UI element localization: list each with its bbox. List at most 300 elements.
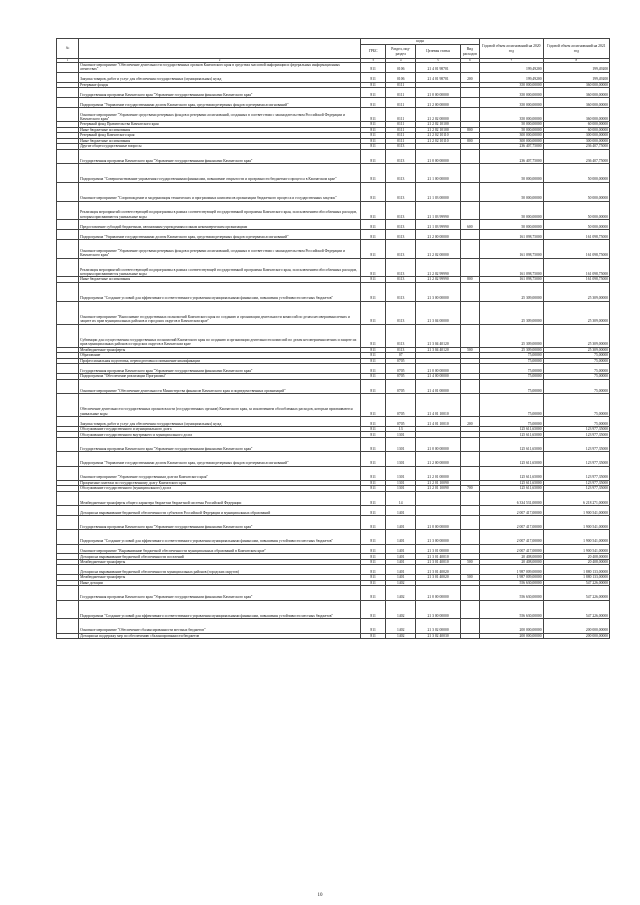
table-row [57, 619, 610, 633]
grbs-cell: 811 [361, 426, 386, 432]
expense-type-cell [460, 437, 479, 451]
amount-2020-cell: 161 098,75000 [480, 230, 544, 240]
expense-type-cell [460, 301, 479, 324]
grbs-cell: 811 [361, 108, 386, 122]
expense-type-cell [460, 240, 479, 259]
grbs-cell: 811 [361, 122, 386, 128]
table-row [57, 491, 610, 505]
col-num-8: 8 [543, 59, 609, 63]
num-cell [57, 220, 79, 230]
target-cell: 21 2 02 10110 [416, 133, 460, 139]
grbs-cell: 811 [361, 88, 386, 98]
target-cell: 21 3 01 40020 [416, 565, 460, 575]
num-cell [57, 600, 79, 619]
table-row [57, 452, 610, 466]
name-cell: Государственная программа Камчатского края "Управление государственными финансами Камчатского края" [79, 364, 361, 374]
amount-2021-cell: 360 000,00000 [543, 108, 609, 122]
amount-2021-cell: 75,00000 [543, 374, 609, 380]
target-cell: 21 1 00 00000 [416, 164, 460, 183]
col-num-4: 4 [386, 59, 416, 63]
amount-2021-cell: 360 000,00000 [543, 88, 609, 98]
col-num-6: 6 [460, 59, 479, 63]
razdel-cell: 1401 [386, 575, 416, 581]
name-cell: Основное мероприятие "Выполнение государственных полномочий Камчатского края по созданию и организации деятельности комиссий по делам несовершеннолетних и защите их прав муниципальных районов и городских округов в Камчатском крае" [79, 301, 361, 324]
razdel-cell: 0113 [386, 220, 416, 230]
amount-2021-cell: 25 309,00000 [543, 347, 609, 353]
amount-2020-cell: 2 007 417,00000 [480, 544, 544, 554]
grbs-cell: 811 [361, 619, 386, 633]
razdel-cell: 0705 [386, 358, 416, 364]
razdel-cell: 1301 [386, 432, 416, 438]
table-row [57, 565, 610, 575]
target-cell: 21 3 00 00000 [416, 600, 460, 619]
grbs-cell: 811 [361, 201, 386, 220]
expense-type-cell [460, 230, 479, 240]
amount-2020-cell: 125 611,65000 [480, 452, 544, 466]
target-cell: 21 2 01 10090 [416, 480, 460, 486]
amount-2021-cell: 75,00000 [543, 358, 609, 364]
grbs-cell: 811 [361, 575, 386, 581]
name-cell: Основное мероприятие "Обеспечение деятельности государственных органов Камчатского края в средствах массовой информации и федеральных информационных агентствах" [79, 63, 361, 73]
expense-type-cell [460, 98, 479, 108]
target-cell: 21 0 00 00000 [416, 364, 460, 374]
grbs-cell: 811 [361, 277, 386, 283]
target-cell: 21 2 00 00000 [416, 452, 460, 466]
amount-2020-cell: 125 611,65000 [480, 486, 544, 492]
razdel-cell: 1301 [386, 486, 416, 492]
razdel-cell: 0113 [386, 282, 416, 301]
amount-2021-cell: 75,00000 [543, 417, 609, 427]
num-cell [57, 619, 79, 633]
amount-2021-cell: 75,00000 [543, 364, 609, 374]
razdel-cell: 1301 [386, 437, 416, 451]
num-cell [57, 258, 79, 277]
target-cell: 21 3 00 00000 [416, 282, 460, 301]
grbs-cell: 811 [361, 353, 386, 359]
amount-2020-cell: 25 309,00000 [480, 301, 544, 324]
amount-2021-cell: 20 408,00000 [543, 554, 609, 560]
target-cell: 21 2 01 00000 [416, 466, 460, 480]
expense-type-cell [460, 530, 479, 544]
razdel-cell: 1402 [386, 633, 416, 639]
target-cell: 21 3 04 40120 [416, 347, 460, 353]
amount-2021-cell: 547 226,00000 [543, 586, 609, 600]
grbs-cell: 811 [361, 82, 386, 88]
target-cell: 21 2 02 00000 [416, 240, 460, 259]
name-cell: Межбюджетные трансферты [79, 347, 361, 353]
amount-2021-cell: 50 000,00000 [543, 182, 609, 201]
amount-2021-cell: 123 977,35000 [543, 437, 609, 451]
name-cell: Образование [79, 353, 361, 359]
name-cell: Основное мероприятие "Обеспечение сбалансированности местных бюджетов" [79, 619, 361, 633]
name-cell: Обслуживание государственного и муниципального долга [79, 426, 361, 432]
table-row [57, 364, 610, 374]
amount-2020-cell: 75,00000 [480, 393, 544, 416]
name-cell: Основное мероприятие "Обеспечение деятельности Министерства финансов Камчатского края и подведомственных организаций" [79, 379, 361, 393]
name-cell: Закупка товаров, работ и услуг для обеспечения государственных (муниципальных) нужд [79, 72, 361, 82]
grbs-cell: 811 [361, 282, 386, 301]
target-cell: 21 3 04 00000 [416, 301, 460, 324]
table-row [57, 600, 610, 619]
target-cell: 21 2 00 00000 [416, 98, 460, 108]
target-cell: 21 0 00 00000 [416, 437, 460, 451]
target-cell: 21 0 00 00000 [416, 149, 460, 163]
razdel-cell: 1401 [386, 516, 416, 530]
grbs-cell: 811 [361, 138, 386, 144]
razdel-cell: 0113 [386, 277, 416, 283]
razdel-cell: 0106 [386, 72, 416, 82]
table-row [57, 230, 610, 240]
amount-2021-cell: 123 977,35000 [543, 480, 609, 486]
razdel-cell: 0111 [386, 88, 416, 98]
expense-type-cell: 800 [460, 277, 479, 283]
target-cell: 21 3 01 00000 [416, 544, 460, 554]
expense-type-cell [460, 182, 479, 201]
table-row [57, 379, 610, 393]
name-cell: Подпрограмма "Управление государственными долгом Камчатского края, средствами резервных фондов и резервами ассигнований" [79, 230, 361, 240]
num-cell [57, 466, 79, 480]
grbs-cell: 811 [361, 600, 386, 619]
amount-2021-cell: 123 977,35000 [543, 432, 609, 438]
grbs-cell: 811 [361, 374, 386, 380]
amount-2020-cell: 2 007 417,00000 [480, 530, 544, 544]
razdel-cell: 0111 [386, 133, 416, 139]
amount-2020-cell: 556 630,00000 [480, 600, 544, 619]
name-cell: Резервный фонд Камчатского края [79, 133, 361, 139]
razdel-cell: 0113 [386, 347, 416, 353]
grbs-cell: 811 [361, 491, 386, 505]
expense-type-cell [460, 393, 479, 416]
grbs-cell: 811 [361, 98, 386, 108]
razdel-cell: 0113 [386, 230, 416, 240]
razdel-cell: 0113 [386, 258, 416, 277]
amount-2020-cell: 75,00000 [480, 379, 544, 393]
name-cell: Дотации на выравнивание бюджетной обеспеченности субъектов Российской Федерации и муниципальных образований [79, 506, 361, 516]
num-cell [57, 182, 79, 201]
amount-2020-cell: 75,00000 [480, 358, 544, 364]
amount-2021-cell: 50 000,00000 [543, 201, 609, 220]
table-row [57, 149, 610, 163]
name-cell: Предоставление субсидий бюджетным, автономным учреждениям и иным некоммерческим организациям [79, 220, 361, 230]
target-cell: 21 4 00 00000 [416, 374, 460, 380]
col-num-1: 1 [57, 59, 79, 63]
name-cell: Реализация мероприятий соответствующей подпрограммы в рамках соответствующей государственной программы Камчатского края, за исключением обособленных расходов, которым присваиваются уникальные коды [79, 258, 361, 277]
grbs-cell: 811 [361, 133, 386, 139]
num-cell [57, 72, 79, 82]
amount-2021-cell: 123 977,35000 [543, 486, 609, 492]
amount-2020-cell: 125 611,65000 [480, 426, 544, 432]
table-row [57, 393, 610, 416]
grbs-cell: 811 [361, 452, 386, 466]
target-cell: 21 1 03 00000 [416, 182, 460, 201]
budget-table-sheet [56, 38, 610, 639]
razdel-cell: 0705 [386, 379, 416, 393]
amount-2021-cell: 25 309,00000 [543, 282, 609, 301]
name-cell: Подпрограмма "Создание условий для эффективного и ответственного управления муниципальными финансами, повышения устойчивости местных бюджетов" [79, 282, 361, 301]
grbs-cell: 811 [361, 144, 386, 150]
num-cell [57, 201, 79, 220]
amount-2021-cell: 60 000,00000 [543, 122, 609, 128]
amount-2021-cell: 199,49200 [543, 72, 609, 82]
num-cell [57, 633, 79, 639]
razdel-cell: 0113 [386, 240, 416, 259]
num-cell [57, 364, 79, 374]
expense-type-cell [460, 63, 479, 73]
grbs-cell: 811 [361, 554, 386, 560]
col-num-2: 2 [79, 59, 361, 63]
num-cell [57, 301, 79, 324]
amount-2020-cell: 75,00000 [480, 417, 544, 427]
grbs-cell: 811 [361, 258, 386, 277]
grbs-cell: 811 [361, 480, 386, 486]
amount-2021-cell: 161 098,75000 [543, 277, 609, 283]
table-row [57, 516, 610, 530]
expense-type-cell [460, 565, 479, 575]
table-row [57, 88, 610, 98]
num-cell [57, 240, 79, 259]
header-razdel: Раздел, под-раздел [386, 45, 416, 59]
table-row [57, 220, 610, 230]
amount-2021-cell: 236 407,75000 [543, 144, 609, 150]
target-cell [416, 491, 460, 505]
num-cell [57, 282, 79, 301]
amount-2021-cell: 547 226,00000 [543, 600, 609, 619]
name-cell: Межбюджетные трансферты [79, 559, 361, 565]
target-cell: 21 4 01 98701 [416, 72, 460, 82]
razdel-cell: 1402 [386, 586, 416, 600]
expense-type-cell [460, 452, 479, 466]
amount-2021-cell: 199,49200 [543, 63, 609, 73]
name-cell: Иные бюджетные ассигнования [79, 127, 361, 133]
razdel-cell: 1402 [386, 600, 416, 619]
num-cell [57, 506, 79, 516]
grbs-cell: 811 [361, 364, 386, 374]
budget-table-body [57, 63, 610, 639]
expense-type-cell [460, 282, 479, 301]
amount-2021-cell: 6 218 271,00000 [543, 491, 609, 505]
name-cell: Основное мероприятие "Управление средствами резервных фондов и резервами ассигнований, созданных в соответствии с законодательством Российской Федерации и Камчатского края" [79, 240, 361, 259]
num-cell [57, 586, 79, 600]
expense-type-cell [460, 149, 479, 163]
amount-2021-cell: 1 900 541,00000 [543, 530, 609, 544]
num-cell [57, 230, 79, 240]
amount-2021-cell: 300 000,00000 [543, 138, 609, 144]
amount-2021-cell: 123 977,35000 [543, 466, 609, 480]
target-cell: 21 3 02 00000 [416, 619, 460, 633]
header-expense-type: Вид расходов [460, 45, 479, 59]
num-cell [57, 544, 79, 554]
budget-table [56, 38, 610, 639]
amount-2020-cell: 300 000,00000 [480, 133, 544, 139]
grbs-cell: 811 [361, 127, 386, 133]
amount-2020-cell: 50 000,00000 [480, 127, 544, 133]
amount-2021-cell: 20 408,00000 [543, 559, 609, 565]
grbs-cell: 811 [361, 580, 386, 586]
target-cell: 21 3 01 40020 [416, 575, 460, 581]
name-cell: Основное мероприятие "Управление государственным долгом Камчатского края" [79, 466, 361, 480]
amount-2020-cell: 75,00000 [480, 364, 544, 374]
amount-2021-cell: 1 900 541,00000 [543, 506, 609, 516]
amount-2021-cell: 25 309,00000 [543, 324, 609, 347]
razdel-cell: 1401 [386, 565, 416, 575]
grbs-cell: 811 [361, 164, 386, 183]
target-cell: 21 2 02 10110 [416, 138, 460, 144]
grbs-cell: 811 [361, 559, 386, 565]
name-cell: Государственная программа Камчатского края "Управление государственными финансами Камчатского края" [79, 88, 361, 98]
table-row [57, 282, 610, 301]
name-cell: Иные дотации [79, 580, 361, 586]
name-cell: Межбюджетные трансферты [79, 575, 361, 581]
amount-2021-cell: 75,00000 [543, 353, 609, 359]
amount-2021-cell: 547 226,00000 [543, 580, 609, 586]
amount-2021-cell: 123 977,35000 [543, 452, 609, 466]
amount-2020-cell: 125 611,65000 [480, 432, 544, 438]
num-cell [57, 452, 79, 466]
name-cell: Основное мероприятие "Сопровождение и модернизация технических и программных комплексов организации бюджетного процесса и государственных закупок" [79, 182, 361, 201]
expense-type-cell [460, 586, 479, 600]
expense-type-cell [460, 619, 479, 633]
grbs-cell: 811 [361, 633, 386, 639]
grbs-cell: 811 [361, 486, 386, 492]
expense-type-cell: 700 [460, 486, 479, 492]
grbs-cell: 811 [361, 301, 386, 324]
amount-2020-cell: 2 007 417,00000 [480, 516, 544, 530]
target-cell: 21 2 01 10090 [416, 486, 460, 492]
amount-2020-cell: 199,49200 [480, 63, 544, 73]
num-cell [57, 417, 79, 427]
header-name [79, 39, 361, 59]
table-row [57, 437, 610, 451]
header-grbs: ГРБС [361, 45, 386, 59]
name-cell: Обеспечение деятельности государственных органов власти (государственных органов) Камчатского края, за исключением обособленных расходов, которым присваиваются уникальные коды [79, 393, 361, 416]
expense-type-cell: 200 [460, 417, 479, 427]
name-cell: Государственная программа Камчатского края "Управление государственными финансами Камчатского края" [79, 516, 361, 530]
razdel-cell: 0111 [386, 138, 416, 144]
target-cell: 21 3 04 40120 [416, 324, 460, 347]
name-cell: Основное мероприятие "Управление средствами резервных фондов и резервами ассигнований, созданных в соответствии с законодательством Российской Федерации и Камчатского края" [79, 108, 361, 122]
expense-type-cell [460, 364, 479, 374]
grbs-cell: 811 [361, 379, 386, 393]
amount-2020-cell: 75,00000 [480, 353, 544, 359]
razdel-cell: 0113 [386, 144, 416, 150]
col-num-3: 3 [361, 59, 386, 63]
num-cell [57, 530, 79, 544]
razdel-cell: 1401 [386, 530, 416, 544]
table-row [57, 324, 610, 347]
amount-2021-cell: 161 098,75000 [543, 258, 609, 277]
target-cell: 21 1 03 99990 [416, 201, 460, 220]
amount-2020-cell: 350 000,00000 [480, 98, 544, 108]
expense-type-cell: 500 [460, 347, 479, 353]
target-cell: 21 4 01 10010 [416, 393, 460, 416]
razdel-cell: 1301 [386, 452, 416, 466]
table-row [57, 530, 610, 544]
grbs-cell: 811 [361, 437, 386, 451]
amount-2021-cell: 123 977,35000 [543, 426, 609, 432]
grbs-cell: 811 [361, 72, 386, 82]
target-cell: 21 3 01 40010 [416, 554, 460, 560]
name-cell: Государственная программа Камчатского края "Управление государственными финансами Камчатского края" [79, 586, 361, 600]
name-cell: Подпрограмма "Создание условий для эффективного и ответственного управления муниципальными финансами, повышения устойчивости местных бюджетов" [79, 530, 361, 544]
amount-2020-cell: 75,00000 [480, 374, 544, 380]
amount-2020-cell: 125 611,65000 [480, 466, 544, 480]
expense-type-cell [460, 88, 479, 98]
name-cell: Государственная программа Камчатского края "Управление государственными финансами Камчатского края" [79, 149, 361, 163]
table-row [57, 466, 610, 480]
amount-2020-cell: 161 098,75000 [480, 258, 544, 277]
amount-2020-cell: 25 309,00000 [480, 282, 544, 301]
target-cell: 21 0 00 00000 [416, 88, 460, 98]
amount-2020-cell: 125 611,65000 [480, 437, 544, 451]
amount-2021-cell: 161 098,75000 [543, 230, 609, 240]
name-cell: Другие общегосударственные вопросы [79, 144, 361, 150]
target-cell: 21 2 02 99990 [416, 277, 460, 283]
amount-2021-cell: 360 000,00000 [543, 98, 609, 108]
name-cell: Резервный фонд Правительства Камчатского края [79, 122, 361, 128]
expense-type-cell [460, 544, 479, 554]
name-cell: Подпрограмма "Создание условий для эффективного и ответственного управления муниципальными финансами, повышения устойчивости местных бюджетов" [79, 600, 361, 619]
name-cell: Процентные платежи по государственному долгу Камчатского края [79, 480, 361, 486]
razdel-cell: 0111 [386, 82, 416, 88]
razdel-cell: 1301 [386, 466, 416, 480]
target-cell: 21 2 00 00000 [416, 230, 460, 240]
amount-2020-cell: 350 000,00000 [480, 88, 544, 98]
name-cell: Закупка товаров, работ и услуг для обеспечения государственных (муниципальных) нужд [79, 417, 361, 427]
target-cell: 21 2 02 99990 [416, 258, 460, 277]
amount-2020-cell: 200 000,00000 [480, 619, 544, 633]
table-row [57, 633, 610, 639]
grbs-cell: 811 [361, 565, 386, 575]
amount-2021-cell: 50 000,00000 [543, 220, 609, 230]
grbs-cell: 811 [361, 182, 386, 201]
table-row [57, 506, 610, 516]
num-cell [57, 437, 79, 451]
amount-2021-cell: 200 000,00000 [543, 619, 609, 633]
amount-2021-cell: 1 900 541,00000 [543, 516, 609, 530]
amount-2020-cell: 199,49200 [480, 72, 544, 82]
num-cell [57, 516, 79, 530]
grbs-cell: 811 [361, 432, 386, 438]
amount-2021-cell: 1 900 541,00000 [543, 544, 609, 554]
grbs-cell: 811 [361, 466, 386, 480]
amount-2021-cell: 75,00000 [543, 393, 609, 416]
razdel-cell: 1401 [386, 554, 416, 560]
table-row [57, 72, 610, 82]
razdel-cell: 1401 [386, 506, 416, 516]
razdel-cell: 0111 [386, 98, 416, 108]
table-row [57, 63, 610, 73]
target-cell: 21 2 02 00000 [416, 108, 460, 122]
razdel-cell: 0705 [386, 393, 416, 416]
amount-2021-cell: 236 407,75000 [543, 149, 609, 163]
grbs-cell: 811 [361, 240, 386, 259]
amount-2020-cell: 25 309,00000 [480, 324, 544, 347]
razdel-cell: 0111 [386, 122, 416, 128]
target-cell: 21 4 01 98701 [416, 63, 460, 73]
amount-2020-cell: 200 000,00000 [480, 633, 544, 639]
col-num-7: 7 [480, 59, 544, 63]
expense-type-cell [460, 379, 479, 393]
name-cell: Субвенции для осуществления государственных полномочий Камчатского края по созданию и организации деятельности комиссий по делам несовершеннолетних и защите их прав муниципальных районов и городских округов в Камчатском крае [79, 324, 361, 347]
header-year-2020: Годовой объем ассигнований на 2020 год [480, 39, 544, 59]
razdel-cell: 0113 [386, 201, 416, 220]
amount-2020-cell: 50 000,00000 [480, 220, 544, 230]
amount-2020-cell: 20 408,00000 [480, 554, 544, 560]
amount-2020-cell: 161 098,75000 [480, 277, 544, 283]
name-cell: Государственная программа Камчатского края "Управление государственными финансами Камчатского края" [79, 437, 361, 451]
table-row [57, 164, 610, 183]
num-cell [57, 491, 79, 505]
